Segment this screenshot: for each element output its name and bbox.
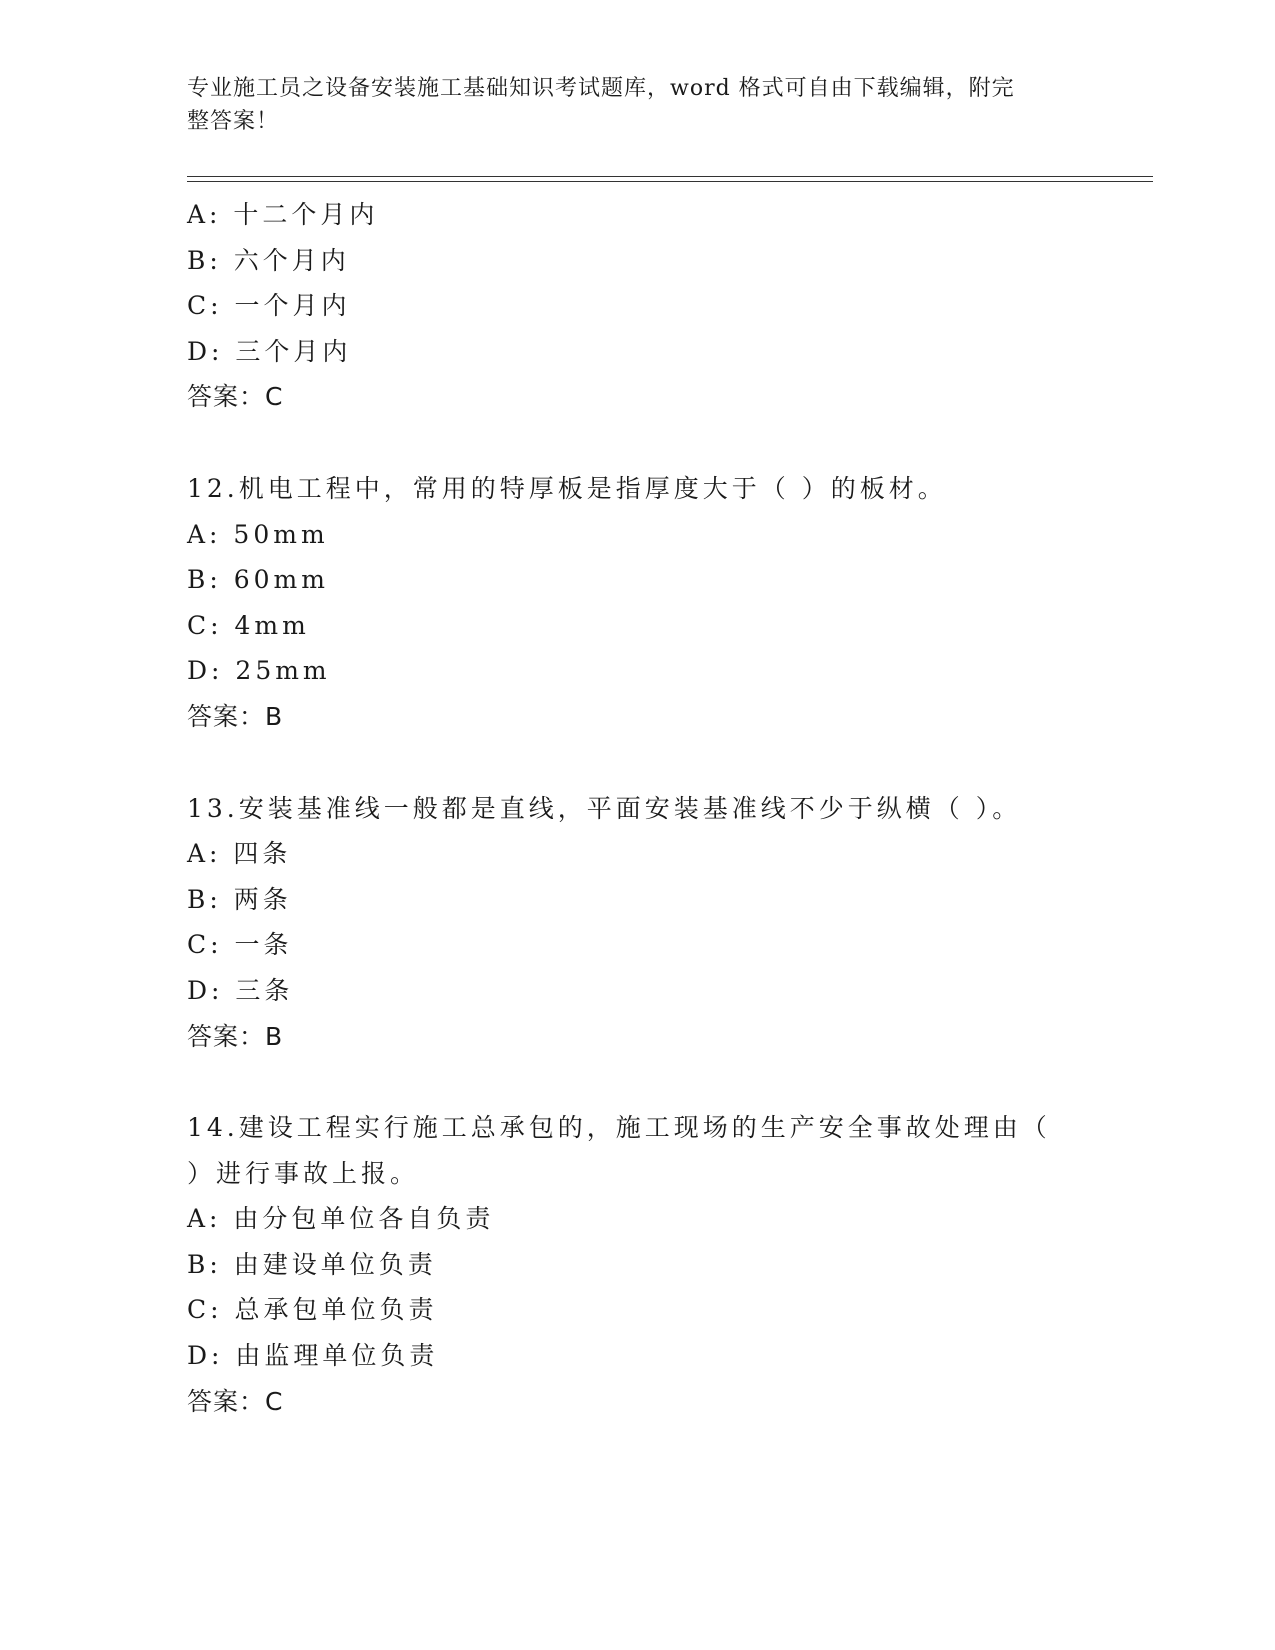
header-line-2: 整答案！	[187, 109, 280, 134]
option-b: B: 由建设单位负责	[187, 1249, 437, 1279]
option-d: D: 三条	[187, 975, 294, 1005]
option-a: A: 由分包单位各自负责	[187, 1204, 495, 1234]
option-a: A: 四条	[187, 839, 292, 869]
question-12	[187, 466, 1117, 740]
option-c: C: 一个月内	[187, 291, 351, 321]
answer-label: 答案：B	[187, 1021, 284, 1051]
answer-label: 答案：C	[187, 1386, 284, 1416]
option-d: D: 25mm	[187, 656, 331, 686]
question-stem-line-2: ）进行事故上报。	[187, 1158, 420, 1188]
spacer	[187, 420, 1117, 466]
spacer	[187, 1059, 1117, 1105]
option-b: B: 六个月内	[187, 245, 350, 275]
option-b: B: 两条	[187, 884, 292, 914]
option-d: D: 三个月内	[187, 336, 352, 366]
document-header	[187, 72, 1067, 138]
spacer	[187, 740, 1117, 786]
header-divider-top	[187, 176, 1153, 177]
question-stem: 13.安装基准线一般都是直线，平面安装基准线不少于纵横（ ）。	[187, 793, 1022, 823]
question-stem-line-1: 14.建设工程实行施工总承包的，施工现场的生产安全事故处理由（	[187, 1113, 1051, 1143]
question-14	[187, 1105, 1117, 1424]
question-11	[187, 192, 1117, 420]
question-stem: 12.机电工程中，常用的特厚板是指厚度大于（ ）的板材。	[187, 473, 947, 503]
option-a: A: 十二个月内	[187, 200, 379, 229]
option-c: C: 一条	[187, 930, 293, 960]
question-13	[187, 786, 1117, 1060]
question-list	[187, 192, 1117, 1424]
answer-label: 答案：C	[187, 382, 284, 412]
option-c: C: 4mm	[187, 610, 310, 640]
option-c: C: 总承包单位负责	[187, 1295, 438, 1325]
option-b: B: 60mm	[187, 565, 329, 595]
header-line-1: 专业施工员之设备安装施工基础知识考试题库，word 格式可自由下载编辑，附完	[187, 76, 1015, 101]
option-a: A: 50mm	[187, 519, 329, 549]
header-divider-bottom	[187, 181, 1153, 182]
answer-label: 答案：B	[187, 701, 284, 731]
option-d: D: 由监理单位负责	[187, 1341, 439, 1371]
